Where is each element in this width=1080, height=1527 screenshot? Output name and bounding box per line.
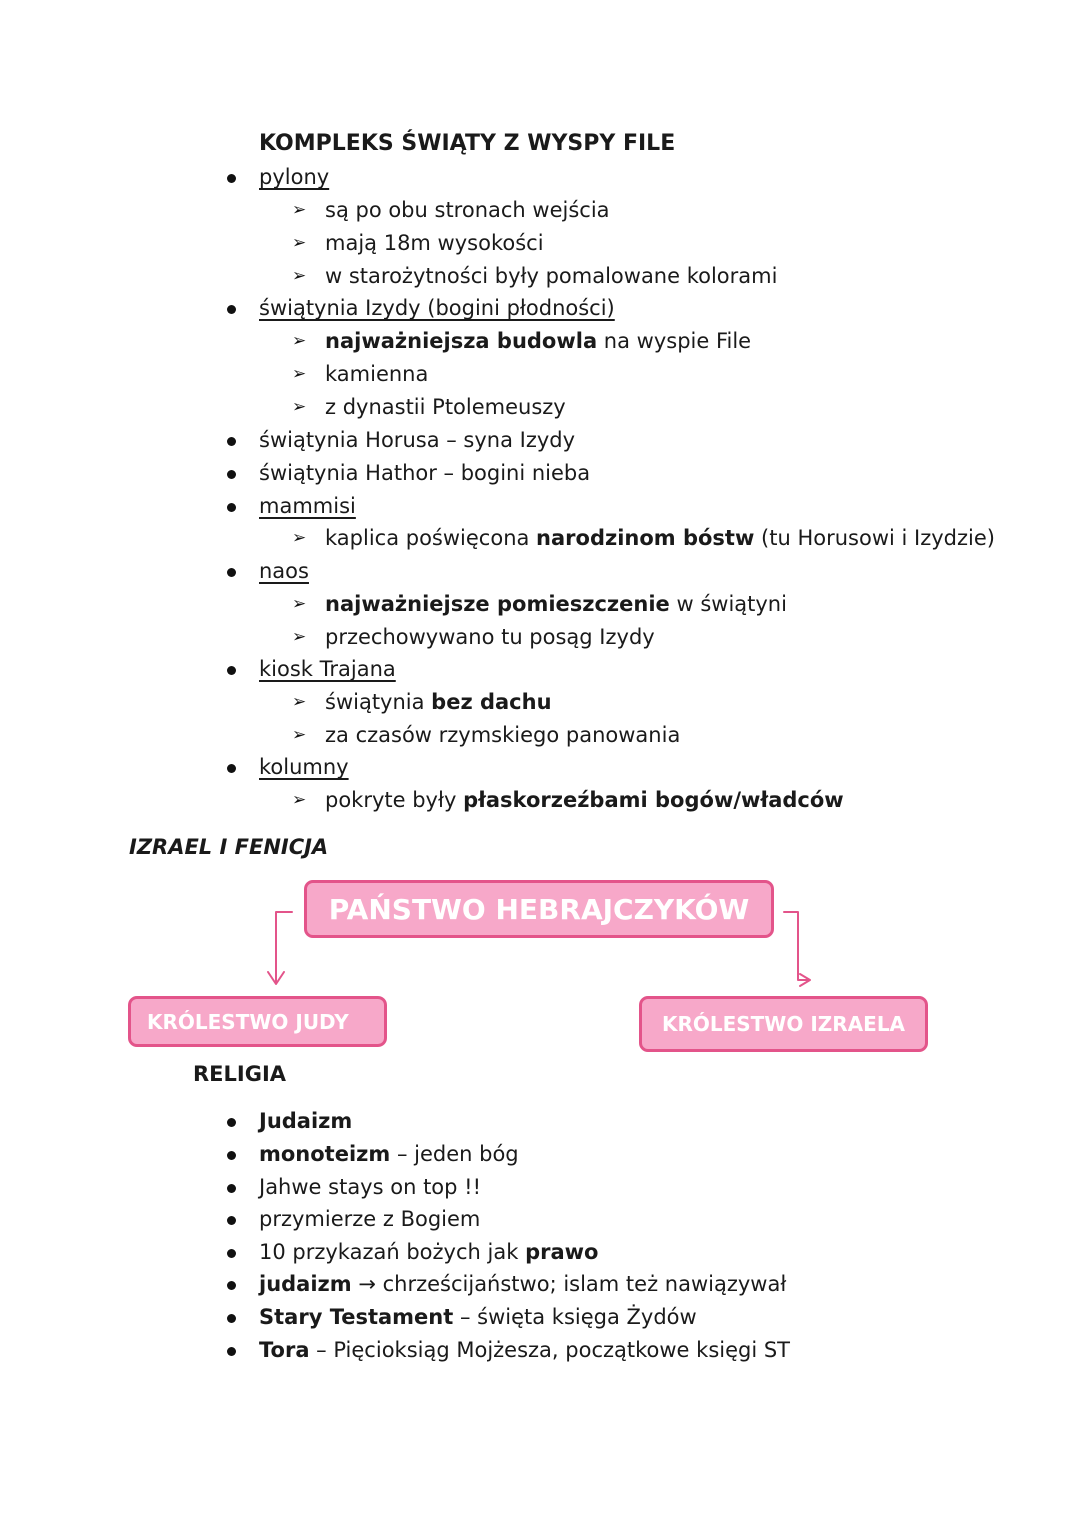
arrowhead-bullet-icon: ➢ bbox=[292, 200, 307, 220]
item-horusa: świątynia Horusa – syna Izydy bbox=[259, 428, 576, 452]
arrowhead-bullet-icon: ➢ bbox=[292, 397, 307, 417]
diagram-left-box: KRÓLESTWO JUDY bbox=[128, 996, 387, 1047]
arrowhead-bullet-icon: ➢ bbox=[292, 790, 307, 810]
term-kiosk: kiosk Trajana bbox=[259, 657, 396, 681]
arrowhead-bullet-icon: ➢ bbox=[292, 594, 307, 614]
kiosk-detail-1: świątynia bez dachu bbox=[325, 690, 552, 714]
bullet-dot-icon bbox=[227, 1314, 236, 1323]
kolumny-detail-1: pokryte były płaskorzeźbami bogów/władców bbox=[325, 788, 844, 812]
diagram-main-box: PAŃSTWO HEBRAJCZYKÓW bbox=[304, 880, 774, 938]
term-mammisi: mammisi bbox=[259, 494, 356, 518]
bullet-dot-icon bbox=[227, 1347, 236, 1356]
kiosk-detail-2: za czasów rzymskiego panowania bbox=[325, 723, 681, 747]
mammisi-detail-1: kaplica poświęcona narodzinom bóstw (tu Horusowi i Izydzie) bbox=[325, 526, 995, 550]
religia-item-2: monoteizm – jeden bóg bbox=[259, 1142, 519, 1166]
bullet-dot-icon bbox=[227, 1216, 236, 1225]
religia-item-4: przymierze z Bogiem bbox=[259, 1207, 481, 1231]
religia-item-1: Judaizm bbox=[259, 1109, 353, 1133]
religia-item-5: 10 przykazań bożych jak prawo bbox=[259, 1240, 599, 1264]
bullet-dot-icon bbox=[227, 1118, 236, 1127]
naos-detail-2: przechowywano tu posąg Izydy bbox=[325, 625, 655, 649]
izydy-detail-2: kamienna bbox=[325, 362, 429, 386]
izydy-detail-1: najważniejsza budowla na wyspie File bbox=[325, 329, 752, 353]
bullet-dot-icon bbox=[227, 1184, 236, 1193]
religia-item-6: judaizm → chrześcijaństwo; islam też nawiązywał bbox=[259, 1272, 787, 1296]
arrowhead-bullet-icon: ➢ bbox=[292, 528, 307, 548]
term-naos: naos bbox=[259, 559, 309, 583]
connector-arrow-icon bbox=[268, 912, 292, 984]
pylony-detail-1: są po obu stronach wejścia bbox=[325, 198, 610, 222]
religia-item-8: Tora – Pięcioksiąg Mojżesza, początkowe księgi ST bbox=[259, 1338, 791, 1362]
arrowhead-bullet-icon: ➢ bbox=[292, 692, 307, 712]
religia-item-7: Stary Testament – święta księga Żydów bbox=[259, 1305, 697, 1329]
arrowhead-bullet-icon: ➢ bbox=[292, 233, 307, 253]
bullet-dot-icon bbox=[227, 1249, 236, 1258]
arrowhead-bullet-icon: ➢ bbox=[292, 627, 307, 647]
term-pylony: pylony bbox=[259, 165, 330, 189]
bullet-dot-icon bbox=[227, 1281, 236, 1290]
naos-detail-1: najważniejsze pomieszczenie w świątyni bbox=[325, 592, 787, 616]
arrowhead-bullet-icon: ➢ bbox=[292, 364, 307, 384]
connector-arrow-icon bbox=[784, 912, 810, 986]
term-izydy: świątynia Izydy (bogini płodności) bbox=[259, 296, 615, 320]
bullet-dot-icon bbox=[227, 1151, 236, 1160]
arrowhead-bullet-icon: ➢ bbox=[292, 266, 307, 286]
term-kolumny: kolumny bbox=[259, 755, 349, 779]
page-title: KOMPLEKS ŚWIĄTY Z WYSPY FILE bbox=[259, 131, 676, 156]
section-title: IZRAEL I FENICJA bbox=[129, 835, 329, 859]
pylony-detail-2: mają 18m wysokości bbox=[325, 231, 544, 255]
pylony-detail-3: w starożytności były pomalowane kolorami bbox=[325, 264, 778, 288]
arrowhead-bullet-icon: ➢ bbox=[292, 725, 307, 745]
izydy-detail-3: z dynastii Ptolemeuszy bbox=[325, 395, 566, 419]
religia-heading: RELIGIA bbox=[193, 1062, 287, 1086]
item-hathor: świątynia Hathor – bogini nieba bbox=[259, 461, 591, 485]
religia-item-3: Jahwe stays on top !! bbox=[259, 1175, 481, 1199]
arrowhead-bullet-icon: ➢ bbox=[292, 331, 307, 351]
diagram-right-box: KRÓLESTWO IZRAELA bbox=[639, 996, 928, 1052]
